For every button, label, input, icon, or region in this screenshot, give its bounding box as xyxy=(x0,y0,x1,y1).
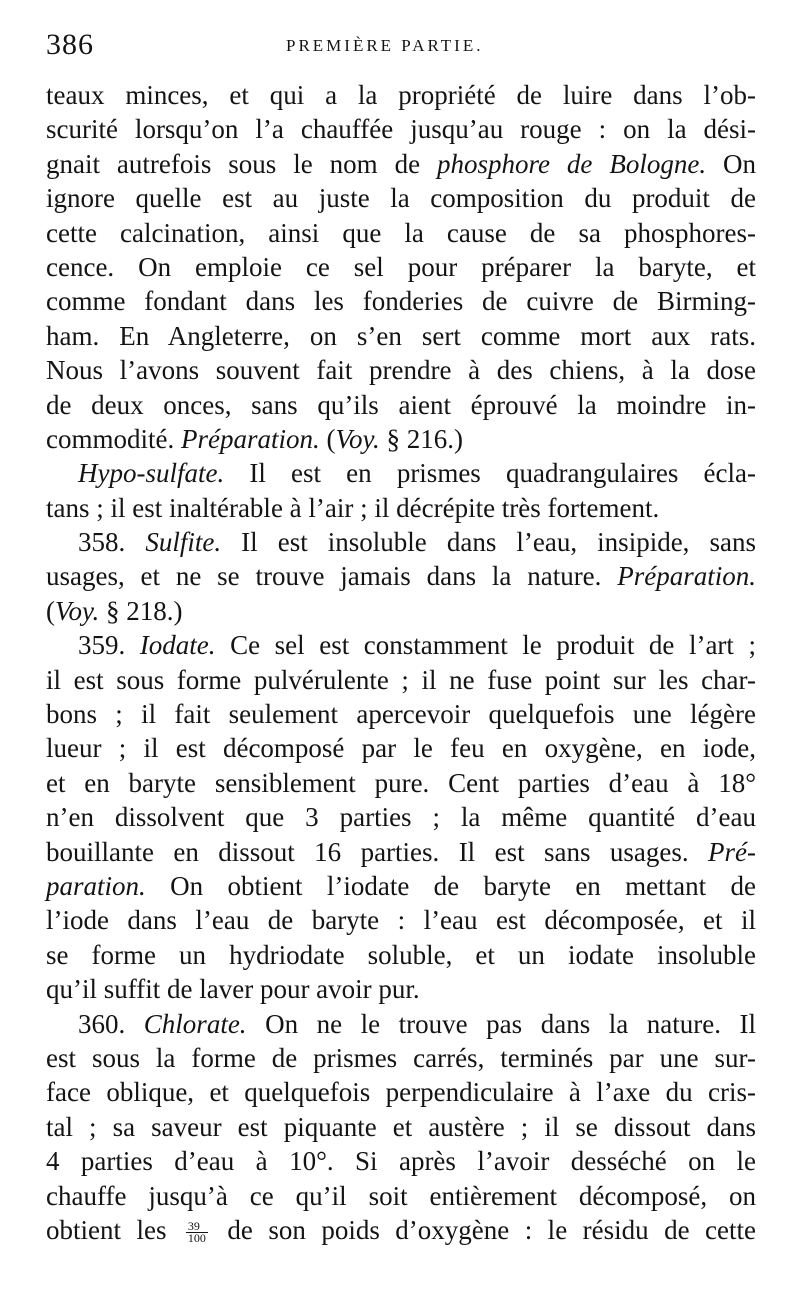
text-segment: On ne le trouve pas dans la nature. Il xyxy=(246,1008,757,1039)
text-segment: § 216.) xyxy=(379,423,463,454)
text-line xyxy=(46,1041,756,1075)
italic-text: Préparation. xyxy=(180,423,320,454)
text-line xyxy=(46,388,756,422)
text-segment: face oblique, et quelquefois perpendiculaire à l’axe du cris- xyxy=(46,1077,756,1108)
text-segment: Nous l’avons souvent fait prendre à des chiens, à la dose xyxy=(46,355,756,386)
text-segment: n’en dissolvent que 3 parties ; la même quantité d’eau xyxy=(46,802,756,833)
text-segment: ( xyxy=(46,595,55,626)
text-line xyxy=(46,250,756,284)
text-segment: bouillante en dissout 16 parties. Il est sans usages. xyxy=(46,836,709,867)
text-line xyxy=(46,835,756,869)
text-line xyxy=(46,594,756,628)
text-segment: Ce sel est constamment le produit de l’art ; xyxy=(215,630,756,661)
text-line xyxy=(46,938,756,972)
text-segment: ham. En Angleterre, on s’en sert comme mort aux rats. xyxy=(46,320,756,351)
text-segment: 4 parties d’eau à 10°. Si après l’avoir desséché on le xyxy=(46,1146,756,1177)
text-segment: gnait autrefois sous le nom de xyxy=(46,148,437,179)
italic-text: Préparation. xyxy=(617,561,756,592)
text-segment: 358. xyxy=(78,527,146,558)
text-line xyxy=(46,972,756,1006)
text-segment: est sous la forme de prismes carrés, terminés par une sur- xyxy=(46,1042,756,1073)
fraction-numerator: 39 xyxy=(186,1221,208,1233)
italic-text: Chlorate. xyxy=(143,1008,247,1039)
text-line xyxy=(46,731,756,765)
text-line xyxy=(46,697,756,731)
text-line xyxy=(46,216,756,250)
text-segment: scurité lorsqu’on l’a chauffée jusqu’au rouge : on la dési- xyxy=(46,114,756,145)
italic-text: phosphore de Bologne. xyxy=(437,148,707,179)
text-line xyxy=(46,663,756,697)
text-line xyxy=(46,491,756,525)
text-line xyxy=(46,525,756,559)
text-line xyxy=(46,1110,756,1144)
fraction xyxy=(186,1221,208,1244)
text-segment: usages, et ne se trouve jamais dans la nature. xyxy=(46,561,618,592)
text-line xyxy=(46,1213,756,1247)
italic-text: Iodate. xyxy=(139,630,216,661)
text-segment: de son poids d’oxygène : le résidu de cette xyxy=(211,1214,756,1245)
text-segment: chauffe jusqu’à ce qu’il soit entièrement décomposé, on xyxy=(46,1180,756,1211)
text-line xyxy=(46,284,756,318)
italic-text: paration. xyxy=(46,870,146,901)
page-number: 386 xyxy=(46,28,94,61)
text-segment: lueur ; il est décomposé par le feu en oxygène, en iode, xyxy=(46,733,756,764)
text-segment: tans ; il est inaltérable à l’air ; il décrépite très fortement. xyxy=(46,492,660,523)
text-line xyxy=(46,559,756,593)
italic-text: Sulfite. xyxy=(145,527,222,558)
text-segment: cette calcination, ainsi que la cause de sa phosphores- xyxy=(46,217,756,248)
text-segment: tal ; sa saveur est piquante et austère ; il se dissout dans xyxy=(46,1111,756,1142)
text-line xyxy=(46,800,756,834)
text-segment: ( xyxy=(319,423,336,454)
text-segment: obtient les xyxy=(46,1214,182,1245)
text-segment: 360. xyxy=(78,1008,144,1039)
text-segment: il est sous forme pulvérulente ; il ne fuse point sur les char- xyxy=(46,664,756,695)
italic-text: Pré- xyxy=(708,836,756,867)
running-title: PREMIÈRE PARTIE. xyxy=(286,36,484,55)
text-segment: On obtient l’iodate de baryte en mettant de xyxy=(145,870,756,901)
text-segment: comme fondant dans les fonderies de cuivre de Birming- xyxy=(46,286,756,317)
text-segment: 359. xyxy=(78,630,140,661)
text-segment: et en baryte sensiblement pure. Cent parties d’eau à 18° xyxy=(46,767,756,798)
text-segment: § 218.) xyxy=(99,595,183,626)
text-line xyxy=(46,319,756,353)
text-line xyxy=(46,353,756,387)
text-line xyxy=(46,456,756,490)
text-line xyxy=(46,422,756,456)
fraction-denominator: 100 xyxy=(187,1231,206,1246)
text-segment: qu’il suffit de laver pour avoir pur. xyxy=(46,974,420,1005)
text-segment: ignore quelle est au juste la composition du produit de xyxy=(46,183,756,214)
text-line xyxy=(46,1144,756,1178)
text-line xyxy=(46,766,756,800)
text-segment: l’iode dans l’eau de baryte : l’eau est décomposée, et il xyxy=(46,905,756,936)
text-segment: On xyxy=(706,148,757,179)
text-segment: teaux minces, et qui a la propriété de luire dans l’ob- xyxy=(46,80,756,110)
italic-text: Voy. xyxy=(55,595,100,626)
text-segment: bons ; il fait seulement apercevoir quelquefois une légère xyxy=(46,699,756,730)
running-head xyxy=(46,28,756,68)
text-line xyxy=(46,78,756,112)
text-line xyxy=(46,869,756,903)
text-segment: cence. On emploie ce sel pour préparer la baryte, et xyxy=(46,251,756,282)
text-segment: Il est en prismes quadrangulaires écla- xyxy=(224,458,756,489)
text-line xyxy=(46,628,756,662)
italic-text: Hypo-sulfate. xyxy=(78,458,225,489)
text-line xyxy=(46,1007,756,1041)
text-line xyxy=(46,1179,756,1213)
text-segment: commodité. xyxy=(46,423,181,454)
body-text xyxy=(46,78,756,1247)
italic-text: Voy. xyxy=(335,423,380,454)
text-segment: se forme un hydriodate soluble, et un iodate insoluble xyxy=(46,939,756,970)
text-line xyxy=(46,181,756,215)
text-line xyxy=(46,112,756,146)
text-segment: de deux onces, sans qu’ils aient éprouvé la moindre in- xyxy=(46,389,756,420)
text-line xyxy=(46,903,756,937)
text-segment: Il est insoluble dans l’eau, insipide, sans xyxy=(221,527,756,558)
text-line xyxy=(46,1075,756,1109)
text-line xyxy=(46,147,756,181)
